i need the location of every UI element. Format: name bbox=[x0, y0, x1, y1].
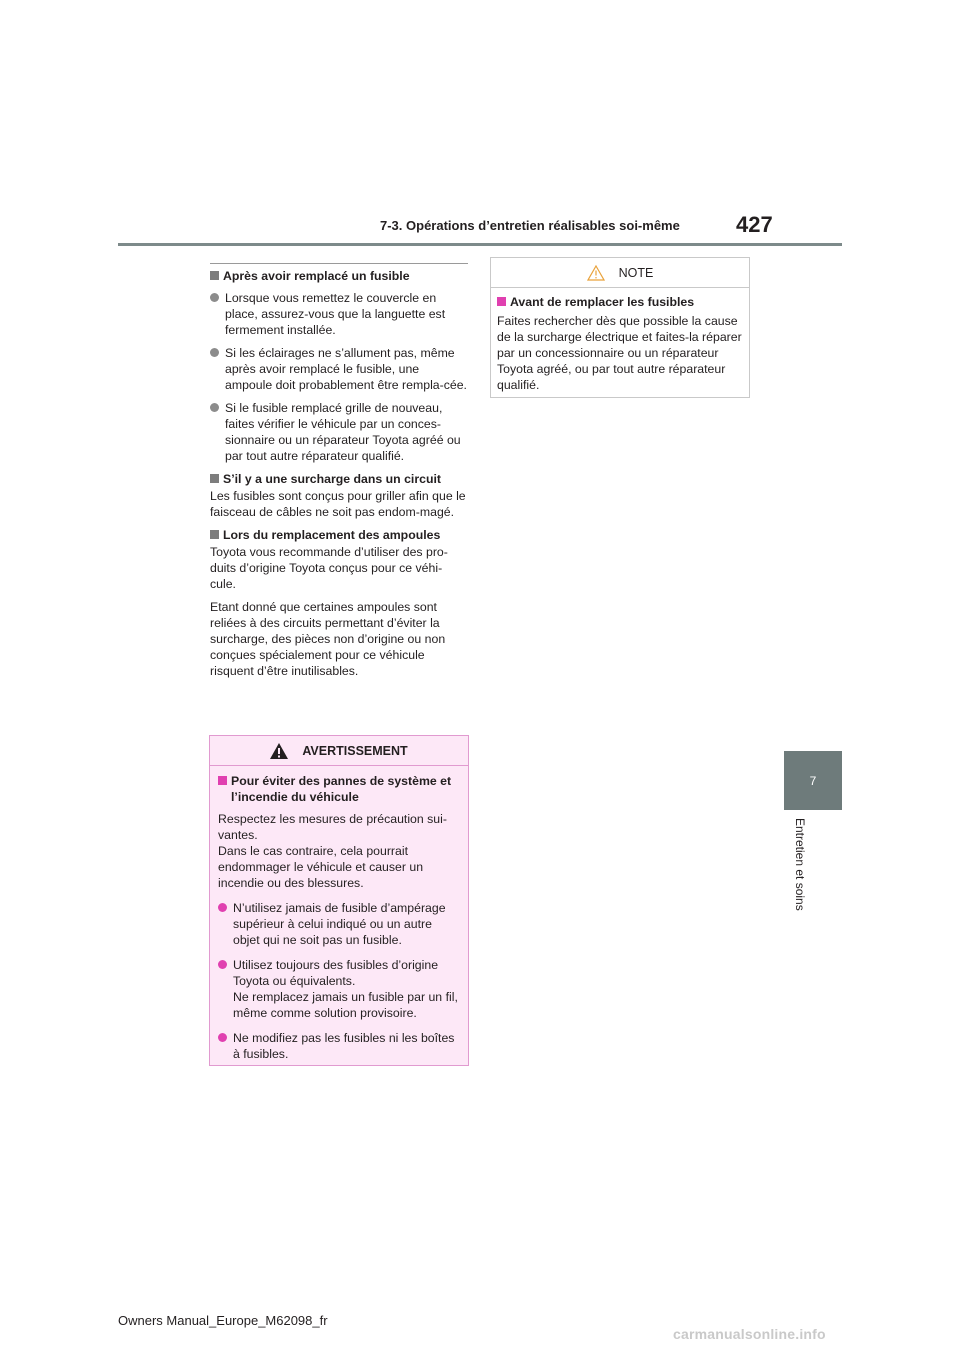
caution-triangle-icon bbox=[587, 265, 605, 281]
square-bullet-icon bbox=[210, 530, 219, 539]
warning-title-bar bbox=[210, 736, 468, 766]
list-item: Ne modifiez pas les fusibles ni les boîtes à fusibles. bbox=[218, 1030, 460, 1062]
paragraph: Etant donné que certaines ampoules sont reliées à des circuits permettant d’éviter la surcharge, des pièces non d’origine ou non conçues spécialement pour ce véhicule risquent d’être inutilisables. bbox=[210, 600, 446, 678]
left-column bbox=[210, 263, 468, 686]
round-bullet-icon bbox=[210, 348, 219, 357]
section-title: 7-3. Opérations d’entretien réalisables soi-même bbox=[380, 218, 680, 233]
warning-heading: Pour éviter des pannes de système et l’incendie du véhicule bbox=[218, 773, 460, 805]
warning-triangle-icon bbox=[270, 743, 288, 759]
list-item: Lorsque vous remettez le couvercle en place, assurez-vous que la languette est fermement installée. bbox=[210, 290, 468, 338]
paragraph: Dans le cas contraire, cela pourrait endommager le véhicule et causer un incendie ou des blessures. bbox=[218, 844, 424, 890]
header-rule bbox=[118, 243, 842, 246]
square-bullet-icon bbox=[210, 474, 219, 483]
round-bullet-icon bbox=[210, 293, 219, 302]
page-number: 427 bbox=[736, 212, 773, 237]
round-bullet-icon bbox=[210, 403, 219, 412]
divider bbox=[210, 263, 468, 264]
square-bullet-icon bbox=[210, 271, 219, 280]
list-item: Utilisez toujours des fusibles d’origine Toyota ou équivalents. Ne remplacez jamais un fusible par un fil, même comme solution provisoire. bbox=[218, 957, 460, 1021]
list-item: Si les éclairages ne s’allument pas, même après avoir remplacé le fusible, une ampoule doit probablement être rempla-cée. bbox=[210, 345, 468, 393]
note-title: NOTE bbox=[618, 265, 654, 280]
note-box bbox=[490, 257, 750, 398]
note-heading: Avant de remplacer les fusibles bbox=[497, 294, 743, 310]
square-bullet-icon bbox=[497, 297, 506, 306]
list-item: Si le fusible remplacé grille de nouveau, faites vérifier le véhicule par un conces-sionnaire ou un réparateur Toyota agréé ou par tout autre réparateur qualifié. bbox=[210, 400, 468, 464]
chapter-label: Entretien et soins bbox=[793, 818, 807, 911]
round-bullet-icon bbox=[218, 1033, 227, 1042]
paragraph: Respectez les mesures de précaution sui-vantes. bbox=[218, 812, 447, 842]
round-bullet-icon bbox=[218, 960, 227, 969]
section-heading: Lors du remplacement des ampoules bbox=[210, 527, 468, 543]
warning-body bbox=[210, 766, 468, 1062]
list-item: N’utilisez jamais de fusible d’ampérage supérieur à celui indiqué ou un autre objet qui ne soit pas un fusible. bbox=[218, 900, 460, 948]
paragraph: Faites rechercher dès que possible la cause de la surcharge électrique et faites-la réparer par un concessionnaire ou un réparateur Toyota agréé, ou par tout autre réparateur qualifié. bbox=[497, 314, 742, 392]
chapter-tab bbox=[784, 751, 842, 810]
section-heading: S’il y a une surcharge dans un circuit bbox=[210, 471, 468, 487]
paragraph: Toyota vous recommande d’utiliser des pro-duits d’origine Toyota conçus pour ce véhi-cule. bbox=[210, 545, 448, 591]
square-bullet-icon bbox=[218, 776, 227, 785]
note-title-bar bbox=[491, 258, 749, 288]
warning-box bbox=[209, 735, 469, 1066]
chapter-number: 7 bbox=[809, 773, 817, 788]
watermark: carmanualsonline.info bbox=[673, 1326, 826, 1342]
footer-doc-name: Owners Manual_Europe_M62098_fr bbox=[118, 1313, 328, 1328]
paragraph: Les fusibles sont conçus pour griller afin que le faisceau de câbles ne soit pas endom-magé. bbox=[210, 489, 466, 519]
warning-title: AVERTISSEMENT bbox=[302, 743, 408, 758]
round-bullet-icon bbox=[218, 903, 227, 912]
note-body bbox=[491, 288, 749, 393]
section-heading: Après avoir remplacé un fusible bbox=[210, 268, 468, 284]
